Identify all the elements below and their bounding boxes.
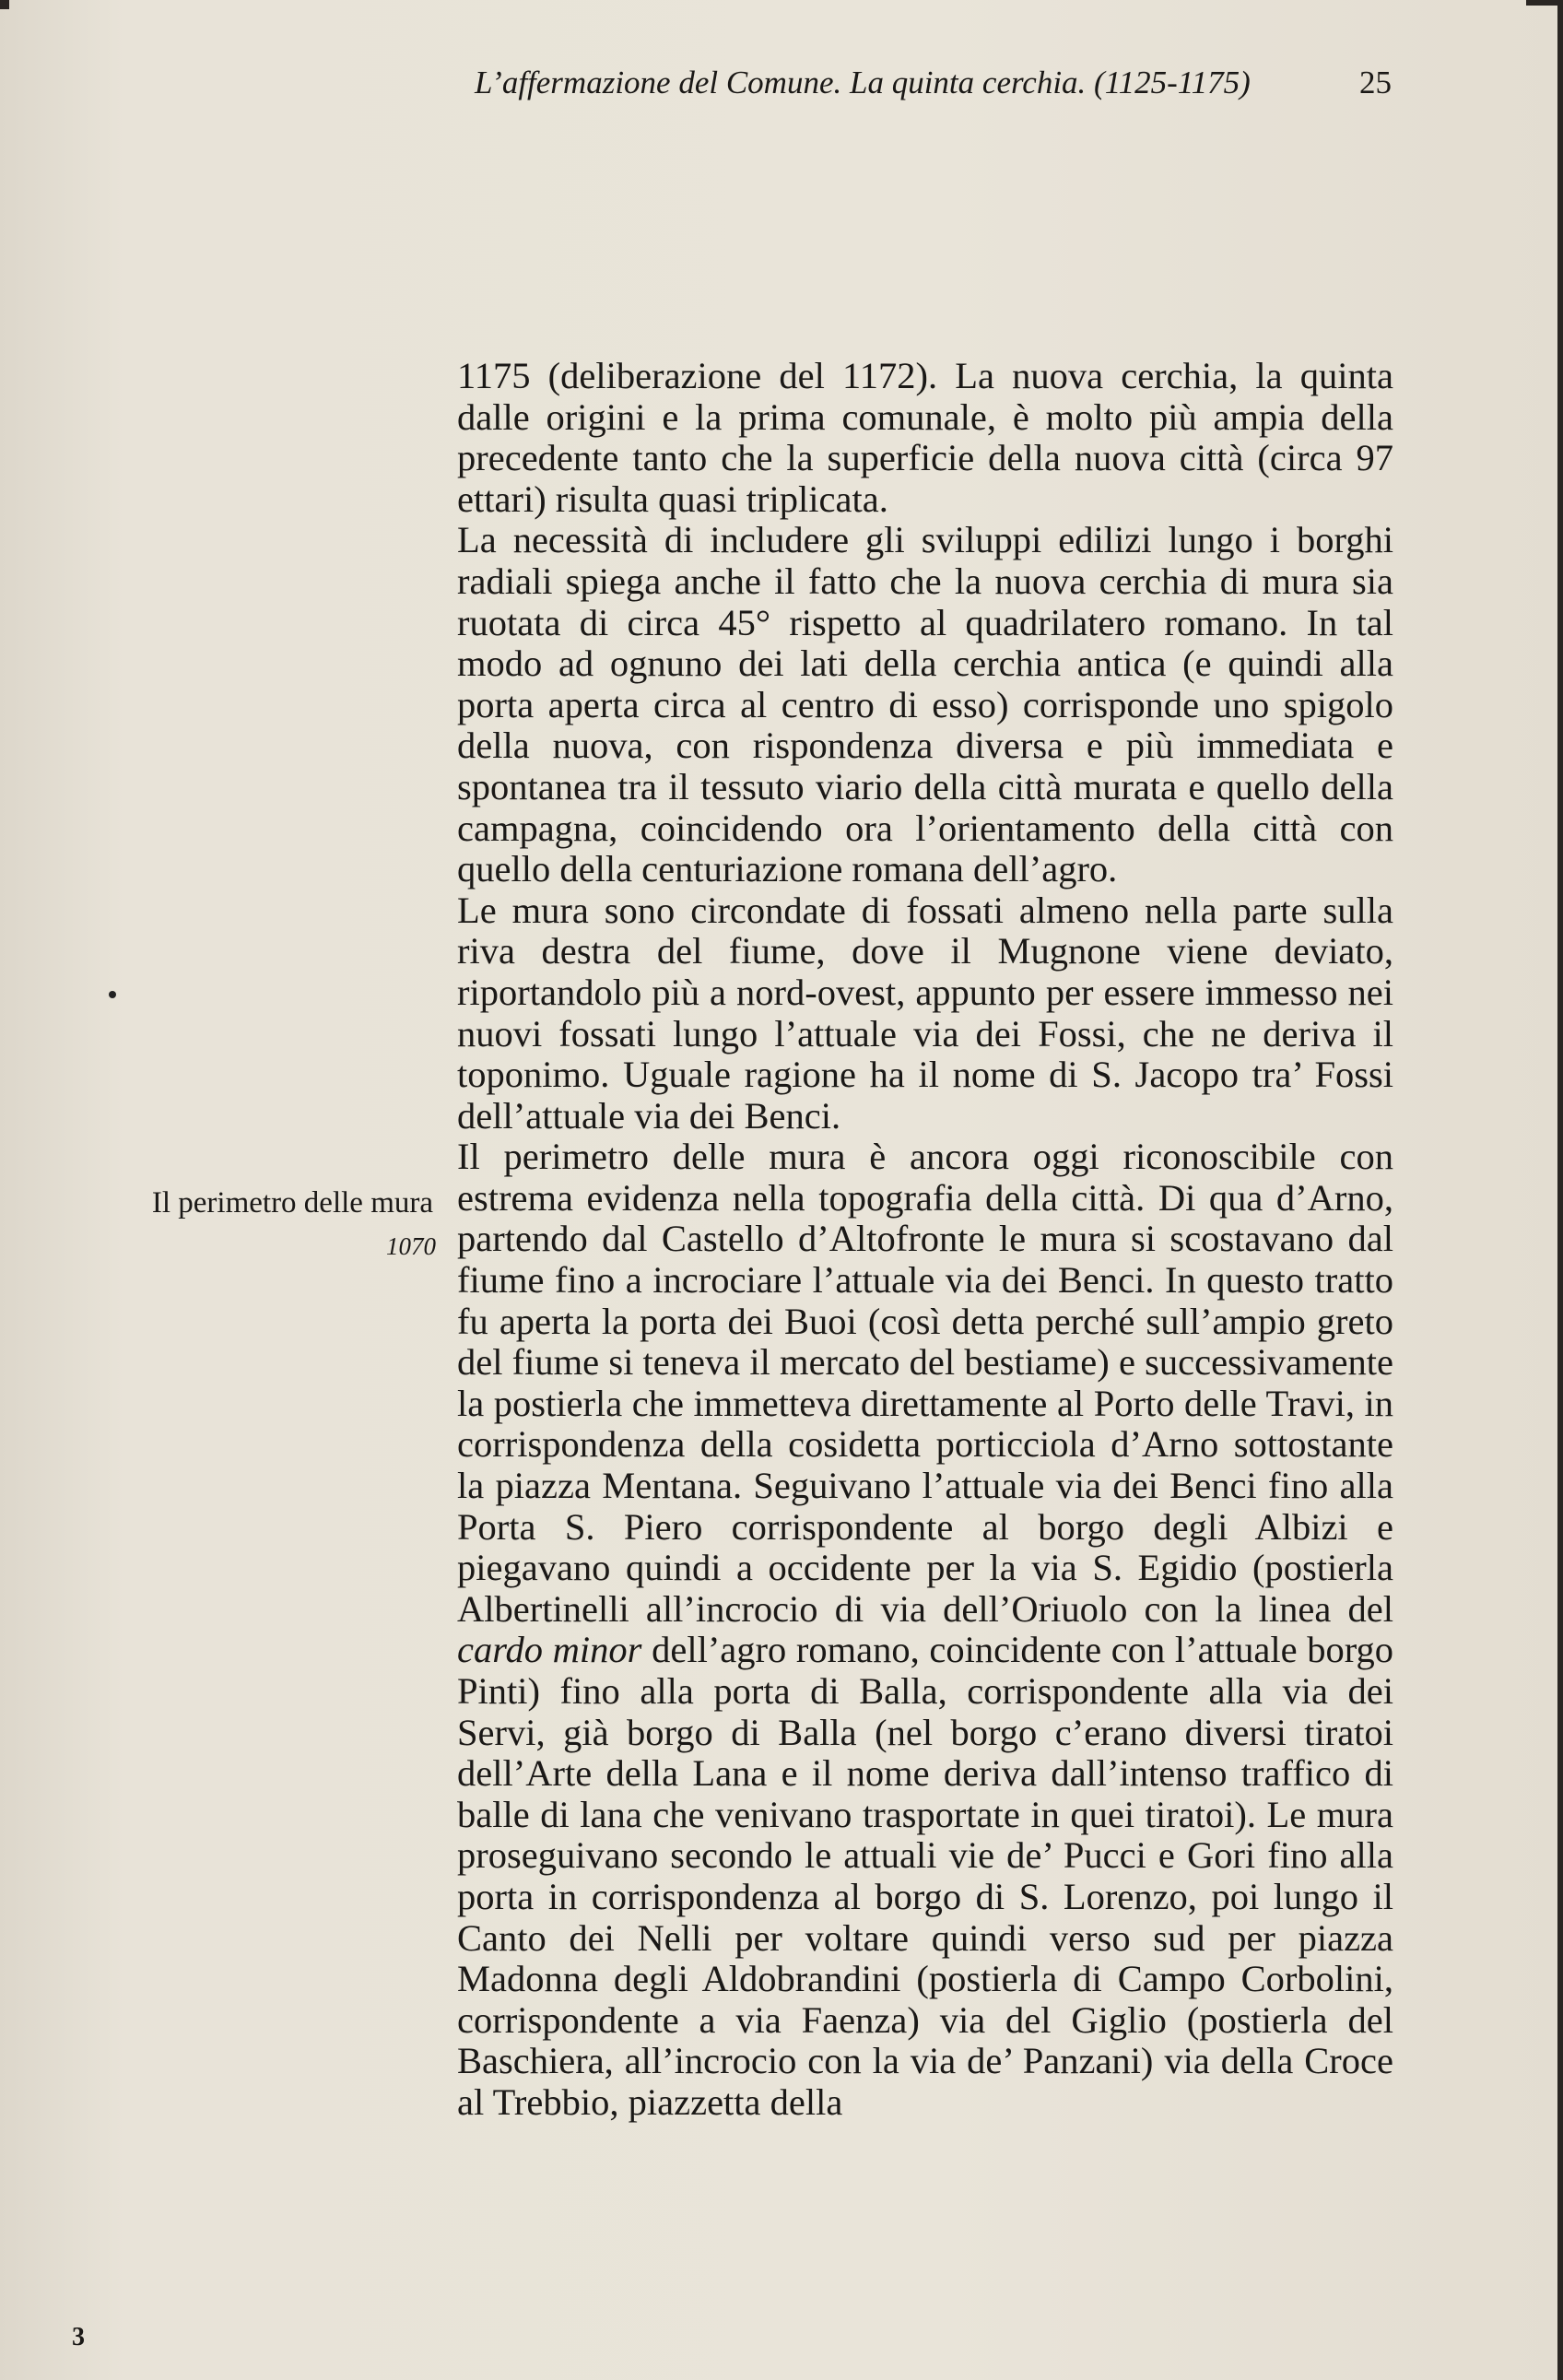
paragraph: La necessità di includere gli sviluppi edilizi lungo i borghi radiali spiega anche il fatto che la nuova cerchia di mura sia ruotata di circa 45° rispetto al quadrilatero romano. In tal modo ad ognuno dei lati della cerchia antica (e quindi alla porta aperta circa al centro di esso) corrisponde uno spigolo della nuova, con rispondenza diversa e più immediata e spontanea tra il tessuto viario della città murata e quello della campagna, coincidendo ora l’orientamento della città con quello della centuriazione romana dell’agro.	[457, 519, 1393, 890]
paragraph: Le mura sono circondate di fossati almeno nella parte sulla riva destra del fiume, dove il Mugnone viene deviato, riportandolo più a nord-ovest, appunto per essere immesso nei nuovi fossati lungo l’attuale via dei Fossi, che ne deriva il toponimo. Uguale ragione ha il nome di S. Jacopo tra’ Fossi dell’attuale via dei Benci.	[457, 889, 1393, 1137]
paragraph-perimetro	[457, 1137, 1393, 2123]
running-title: L’affermazione del Comune. La quinta cerchia. (1125-1175)	[475, 65, 1251, 100]
page-edge	[1557, 0, 1563, 2380]
paragraph: 1175 (deliberazione del 1172). La nuova cerchia, la quinta dalle origini e la prima comunale, è molto più ampia della precedente tanto che la superficie della nuova città (circa 97 ettari) risulta quasi triplicata.	[457, 355, 1393, 520]
margin-note: Il perimetro delle mura	[151, 1186, 433, 1219]
paragraph-text: dell’agro romano, coincidente con l’attuale borgo Pinti) fino alla porta di Balla, corrispondente alla via dei Servi, già borgo di Balla (nel borgo c’erano diversi tiratoi dell’Arte della Lana e il nome deriva dall’intenso traffico di balle di lana che venivano trasportate in quei tiratoi). Le mura proseguivano secondo le attuali vie de’ Pucci e Gori fino alla porta in corrispondenza al borgo di S. Lorenzo, poi lungo il Canto dei Nelli per voltare quindi verso sud per piazza Madonna degli Aldobrandini (postierla di Campo Corbolini, corrispondente a via Faenza) via del Giglio (postierla del Baschiera, all’incrocio con la via de’ Panzani) via della Croce al Trebbio, piazzetta della	[457, 1629, 1393, 2123]
running-header	[475, 65, 1392, 101]
margin-reference-code: 1070	[386, 1232, 436, 1260]
body-text	[457, 356, 1393, 2124]
margin-dot	[109, 991, 116, 998]
page-number: 25	[1359, 65, 1392, 100]
paragraph-text: Il perimetro delle mura è ancora oggi riconoscibile con estrema evidenza nella topografia della città. Di qua d’Arno, partendo dal Castello d’Altofronte le mura si scostavano dal fiume fino a incrociare l’attuale via dei Benci. In questo tratto fu aperta la porta dei Buoi (così detta perché sull’ampio greto del fiume si teneva il mercato del bestiame) e successivamente la postierla che immetteva direttamente al Porto delle Travi, in corrispondenza della cosidetta porticciola d’Arno sottostante la piazza Mentana. Seguivano l’attuale via dei Benci fino alla Porta S. Piero corrispondente al borgo degli Albizi e piegavano quindi a occidente per la via S. Egidio (postierla Albertinelli all’incrocio di via dell’Oriuolo con la linea del	[457, 1136, 1393, 1630]
page-corner	[0, 0, 9, 9]
italic-term: cardo minor	[457, 1629, 642, 1671]
signature-number: 3	[72, 2323, 85, 2351]
